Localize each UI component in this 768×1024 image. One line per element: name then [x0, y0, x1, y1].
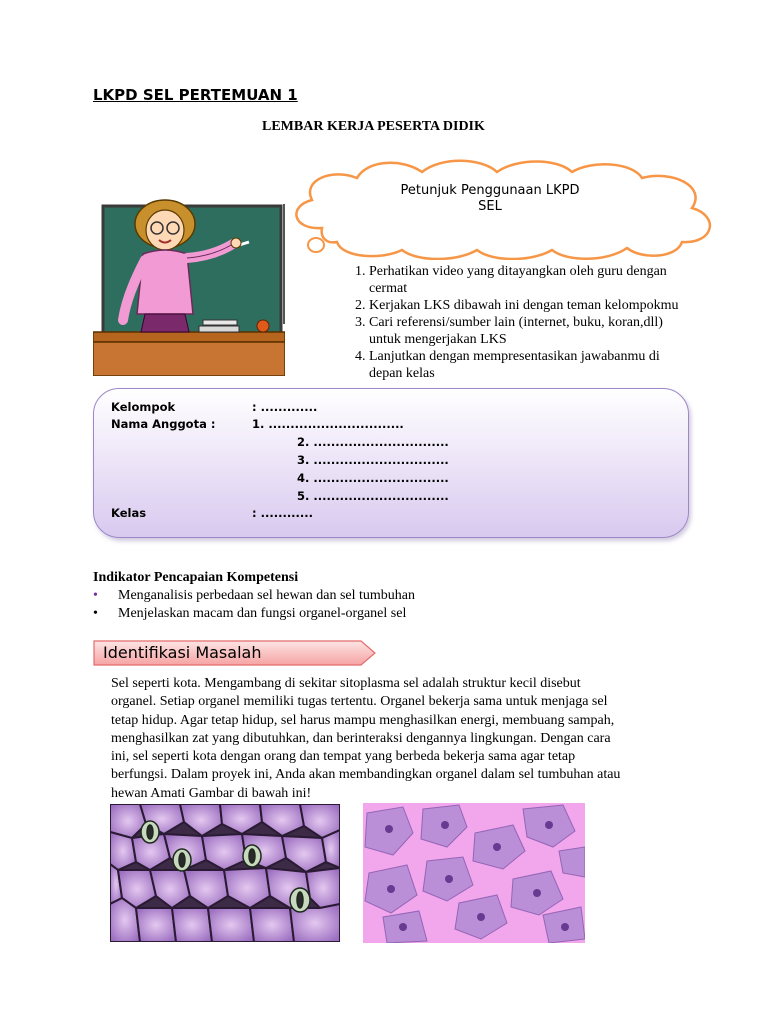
anggota-field-2[interactable]: 2. ............................... [297, 435, 449, 449]
instruction-heading: Petunjuk Penggunaan LKPD SEL [400, 183, 580, 214]
section-title: Identifikasi Masalah [103, 643, 262, 662]
anggota-field-3[interactable]: 3. ............................... [297, 453, 449, 467]
teacher-illustration [93, 198, 285, 376]
kelas-field[interactable]: : ............ [252, 506, 314, 520]
kelompok-label: Kelompok [111, 400, 176, 414]
document-subtitle: LEMBAR KERJA PESERTA DIDIK [262, 119, 485, 134]
step-item: 2. Kerjakan LKS dibawah ini dengan teman kelompokmu [355, 298, 679, 313]
bullet-icon: • [93, 588, 98, 603]
anggota-field-5[interactable]: 5. ............................... [297, 489, 449, 503]
indicators-list [93, 587, 415, 623]
problem-paragraph: Sel seperti kota. Mengambang di sekitar sitoplasma sel adalah struktur kecil disebut organel. Setiap organel memiliki tugas tertentu. Organel bekerja sama untuk menjaga sel tetap hidup. Agar tetap hidup, sel harus mampu menghasilkan energi, membuang sampah, menghasilkan zat yang dibutuhkan, dan berinteraksi dengannya lingkungan. Dengan cara ini, sel seperti kota dengan orang dan tempat yang berbeda bekerja sama agar tetap berfungsi. Dalam proyek ini, Anda akan membandingkan organel dalam sel tumbuhan atau hewan Amati Gambar di bawah ini! [111, 676, 621, 801]
cloud-bubble [306, 236, 326, 254]
animal-cell-micrograph [363, 803, 585, 943]
kelompok-field[interactable]: : ............. [252, 400, 318, 414]
plant-cell-micrograph [110, 804, 340, 942]
instruction-steps [355, 263, 725, 382]
step-item: 3. Cari referensi/sumber lain (internet, buku, koran,dll) untuk mengerjakan LKS [355, 315, 663, 347]
document-title: LKPD SEL PERTEMUAN 1 [93, 86, 298, 104]
bullet-icon: • [93, 606, 98, 621]
indicator-item: • Menganalisis perbedaan sel hewan dan sel tumbuhan [93, 588, 416, 603]
kelas-label: Kelas [111, 506, 147, 520]
step-item: 4. Lanjutkan dengan mempresentasikan jawabanmu di depan kelas [355, 349, 660, 381]
anggota-label: Nama Anggota : [111, 417, 216, 431]
indicators-title: Indikator Pencapaian Kompetensi [93, 570, 299, 585]
anggota-field-1[interactable]: 1. ............................... [252, 417, 404, 431]
indicator-item: • Menjelaskan macam dan fungsi organel-organel sel [93, 606, 407, 621]
anggota-field-4[interactable]: 4. ............................... [297, 471, 449, 485]
step-item: 1. Perhatikan video yang ditayangkan oleh guru dengan cermat [355, 264, 667, 296]
